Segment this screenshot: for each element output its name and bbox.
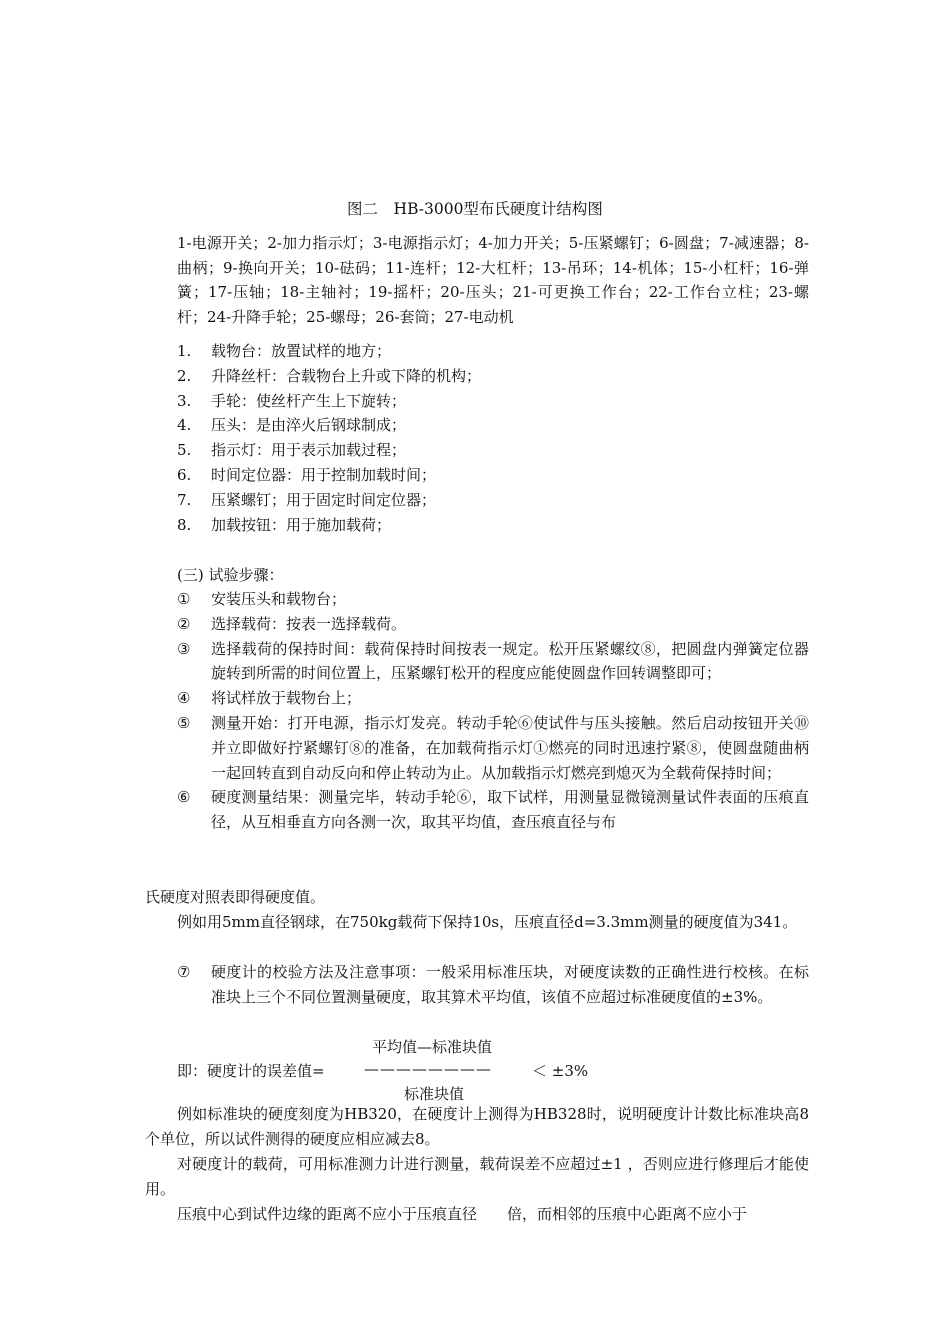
step-item bbox=[177, 960, 809, 1010]
example-paragraph: 例如用5mm直径钢球，在750kg载荷下保持10s，压痕直径d=3.3mm测量的硬度值为341。 bbox=[177, 913, 798, 931]
step-text: 将试样放于载物台上； bbox=[211, 689, 362, 708]
item-number: 7. bbox=[177, 490, 192, 509]
item-number: 5. bbox=[177, 441, 192, 460]
formula-numerator: 平均值—标准块值 bbox=[372, 1038, 493, 1056]
step-marker: ⑥ bbox=[177, 788, 191, 807]
step-text: 硬度计的校验方法及注意事项：一般采用标准压块，对硬度读数的正确性进行校核。在标准块上三个不同位置测量硬度，取其算术平均值，该值不应超过标准硬度值的±3%。 bbox=[211, 963, 809, 1006]
formula-denominator: 标准块值 bbox=[404, 1085, 465, 1103]
list-item bbox=[177, 488, 809, 513]
step-text: 安装压头和载物台； bbox=[211, 590, 347, 608]
step-marker: ③ bbox=[177, 639, 191, 658]
formula-relation: ＜ ±3% bbox=[532, 1062, 589, 1080]
item-number: 6. bbox=[177, 465, 192, 484]
spacing-paragraph: 压痕中心到试件边缘的距离不应小于压痕直径 倍，而相邻的压痕中心距离不应小于 bbox=[177, 1205, 748, 1223]
item-text: 压头：是由淬火后钢球制成； bbox=[211, 416, 407, 435]
list-item bbox=[177, 339, 809, 364]
list-item bbox=[177, 438, 809, 463]
step-item bbox=[177, 711, 809, 785]
example-paragraph: 例如标准块的硬度刻度为HB320，在硬度计上测得为HB328时，说明硬度计计数比标准块高8个单位，所以试件测得的硬度应相应减去8。 bbox=[145, 1105, 809, 1148]
formula-prefix: 即：硬度计的误差值= bbox=[177, 1062, 325, 1080]
step-marker: ⑤ bbox=[177, 713, 191, 732]
figure-caption: 图二 HB-3000型布氏硬度计结构图 bbox=[347, 200, 603, 218]
figure-legend: 1-电源开关；2-加力指示灯；3-电源指示灯；4-加力开关；5-压紧螺钉；6-圆盘；7-减速器；8-曲柄；9-换向开关；10-砝码；11-连杆；12-大杠杆；13-吊环；14-机体；15-小杠杆；16-弹簧；17-压轴；18-主轴衬；19-摇杆；20-压头；21-可更换工作台；22-工作台立柱；23-螺杆；24-升降手轮；25-螺母；26-套筒；27-电动机 bbox=[177, 234, 809, 326]
list-item bbox=[177, 364, 809, 389]
step-text: 选择载荷：按表一选择载荷。 bbox=[211, 614, 407, 633]
item-text: 压紧螺钉；用于固定时间定位器； bbox=[211, 490, 437, 509]
item-number: 4. bbox=[177, 416, 192, 435]
load-check-paragraph: 对硬度计的载荷，可用标准测力计进行测量，载荷误差不应超过±1 ，否则应进行修理后才能使用。 bbox=[145, 1155, 809, 1198]
list-item bbox=[177, 413, 809, 438]
item-number: 8. bbox=[177, 515, 192, 534]
step-item bbox=[177, 637, 809, 687]
item-number: 1. bbox=[177, 342, 192, 360]
parts-list bbox=[177, 339, 809, 537]
step-item bbox=[177, 785, 809, 835]
list-item bbox=[177, 389, 809, 414]
item-text: 加载按钮：用于施加载荷； bbox=[211, 515, 392, 534]
step6-continuation: 氏硬度对照表即得硬度值。 bbox=[145, 888, 326, 906]
item-text: 指示灯：用于表示加载过程； bbox=[211, 441, 407, 460]
step-item bbox=[177, 587, 809, 612]
step-marker: ② bbox=[177, 614, 191, 633]
step-marker: ④ bbox=[177, 689, 191, 708]
item-text: 时间定位器：用于控制加载时间； bbox=[211, 465, 437, 484]
fraction-bar: ———————— bbox=[364, 1060, 492, 1078]
step-item bbox=[177, 686, 809, 711]
step7 bbox=[177, 960, 809, 1010]
steps-list bbox=[177, 587, 809, 835]
step-text: 硬度测量结果：测量完毕，转动手轮⑥，取下试样，用测量显微镜测量试件表面的压痕直径，从互相垂直方向各测一次，取其平均值，查压痕直径与布 bbox=[211, 788, 809, 832]
step-item bbox=[177, 612, 809, 637]
step-text: 测量开始：打开电源，指示灯发亮。转动手轮⑥使试件与压头接触。然后启动按钮开关⑩并立即做好拧紧螺钉⑧的准备，在加载荷指示灯①燃亮的同时迅速拧紧⑧，使圆盘随曲柄一起回转直到自动反向和停止转动为止。从加载指示灯燃亮到熄灭为全载荷保持时间； bbox=[211, 713, 809, 782]
list-item bbox=[177, 463, 809, 488]
step-text: 选择载荷的保持时间：载荷保持时间按表一规定。松开压紧螺纹⑧，把圆盘内弹簧定位器旋转到所需的时间位置上，压紧螺钉松开的程度应能使圆盘作回转调整即可； bbox=[211, 639, 809, 683]
item-number: 2. bbox=[177, 366, 192, 385]
item-text: 升降丝杆：合载物台上升或下降的机构； bbox=[211, 366, 482, 385]
item-text: 载物台：放置试样的地方； bbox=[211, 342, 392, 360]
step-marker: ① bbox=[177, 590, 191, 608]
section-heading: (三) 试验步骤： bbox=[177, 566, 284, 584]
list-item bbox=[177, 513, 809, 538]
item-text: 手轮：使丝杆产生上下旋转； bbox=[211, 391, 407, 410]
item-number: 3. bbox=[177, 391, 192, 410]
step-marker: ⑦ bbox=[177, 963, 191, 981]
